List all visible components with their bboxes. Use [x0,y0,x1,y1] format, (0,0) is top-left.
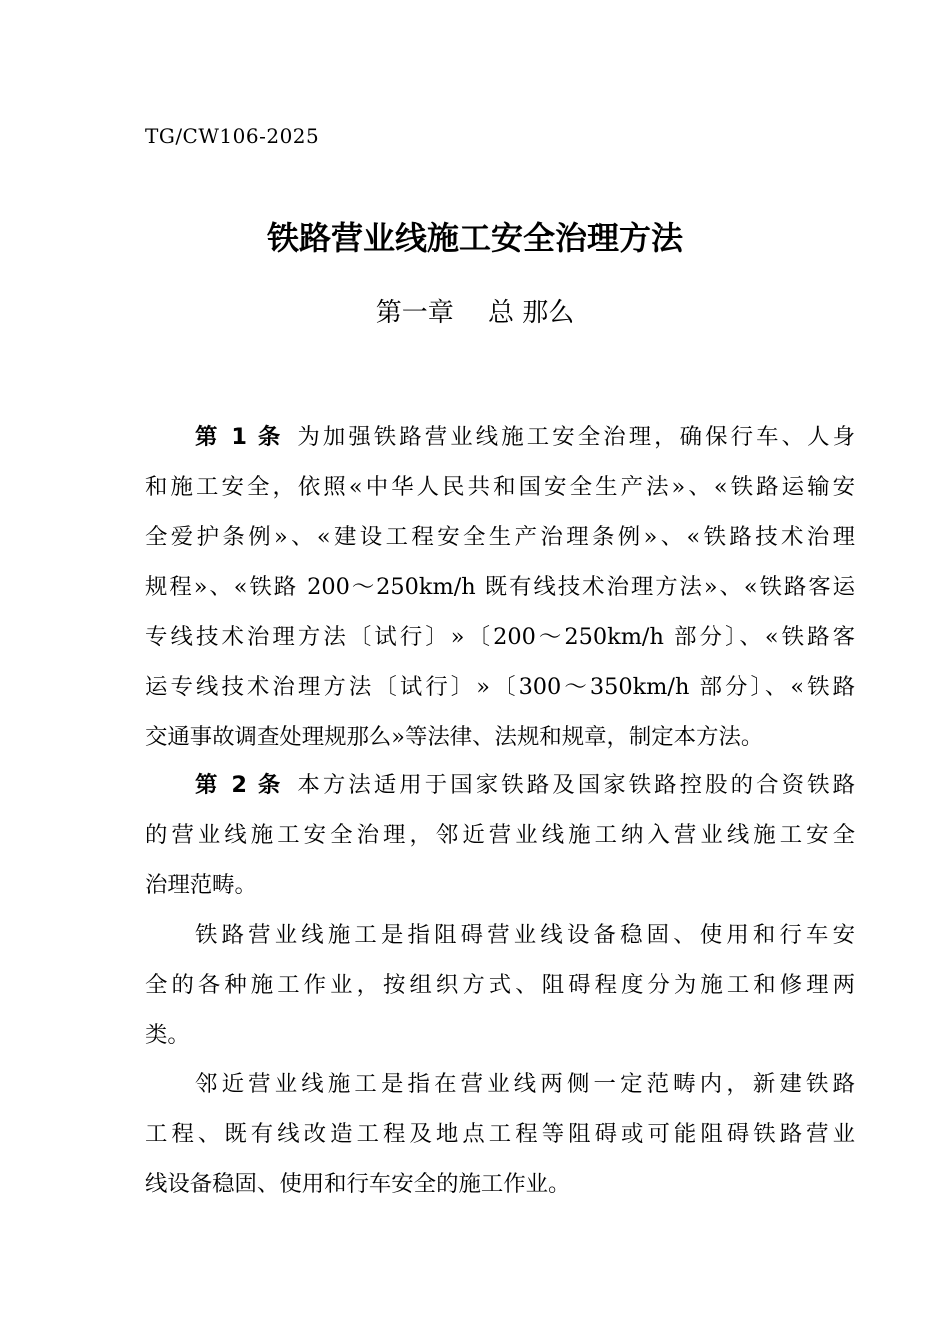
article-1 [145,412,855,762]
article-2-line-3: 治理范畴。 [145,872,257,898]
chapter-heading: 第一章 总 那么 [375,298,575,328]
paragraph-1-line-1: 铁路营业线施工是指阻碍营业线设备稳固、使用和行车安 [195,922,855,948]
paragraph-1-line-3: 类。 [145,1022,190,1048]
article-2-line-1: 第 2 条 本方法适用于国家铁路及国家铁路控股的合资铁路 [195,772,855,798]
article-1-line-7: 交通事故调查处理规那么»等法律、法规和规章，制定本方法。 [145,724,764,750]
document-title: 铁路营业线施工安全治理方法 [266,219,683,257]
paragraph-adjacent-construction [145,1059,855,1209]
article-1-line-1: 第 1 条 为加强铁路营业线施工安全治理，确保行车、人身 [195,424,855,450]
document-code: TG/CW106-2025 [145,124,320,148]
article-1-line-3: 全爱护条例»、«建设工程安全生产治理条例»、«铁路技术治理 [145,524,855,550]
article-2-line-2: 的营业线施工安全治理，邻近营业线施工纳入营业线施工安全 [145,822,855,848]
article-1-line-5: 专线技术治理方法〔试行〕»〔200～250km/h 部分〕、«铁路客 [145,624,855,650]
article-1-line-2: 和施工安全，依照«中华人民共和国安全生产法»、«铁路运输安 [145,474,855,500]
paragraph-2-line-3: 线设备稳固、使用和行车安全的施工作业。 [145,1171,571,1197]
article-1-line-4: 规程»、«铁路 200～250km/h 既有线技术治理方法»、«铁路客运 [145,574,855,600]
paragraph-1-line-2: 全的各种施工作业，按组织方式、阻碍程度分为施工和修理两 [145,972,855,998]
paragraph-2-line-2: 工程、既有线改造工程及地点工程等阻碍或可能阻碍铁路营业 [145,1121,855,1147]
article-2 [145,760,855,910]
paragraph-operating-line-construction [145,910,855,1060]
article-1-line-6: 运专线技术治理方法〔试行〕»〔300～350km/h 部分〕、«铁路 [145,674,855,700]
article-2-label: 第 2 条 [195,772,284,798]
paragraph-2-line-1: 邻近营业线施工是指在营业线两侧一定范畴内，新建铁路 [195,1071,855,1097]
article-1-label: 第 1 条 [195,424,284,450]
